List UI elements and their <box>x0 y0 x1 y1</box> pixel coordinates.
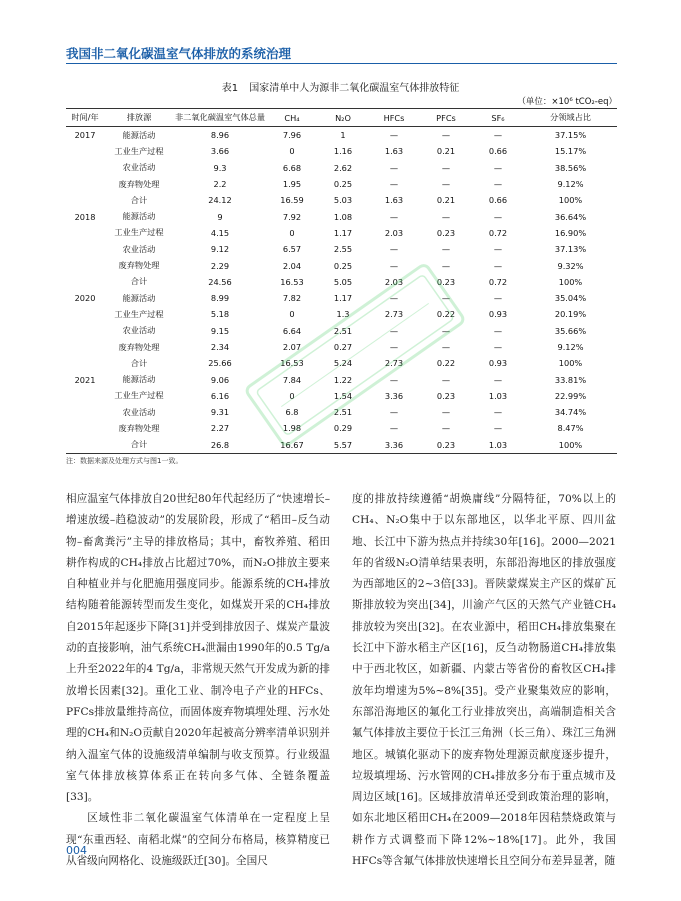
table-cell: 合计 <box>104 437 174 454</box>
table-cell: 100% <box>558 276 583 287</box>
table-cell: 8.99 <box>210 293 230 304</box>
table-caption <box>0 79 681 94</box>
table-cell: 16.67 <box>266 437 318 454</box>
table-cell: — <box>493 342 503 352</box>
table-cell <box>66 306 104 322</box>
table-cell: 37.15% <box>554 130 587 141</box>
table-cell <box>66 257 104 273</box>
table-cell: 0 <box>289 146 295 157</box>
table-cell: — <box>493 162 503 173</box>
table-cell: 1.17 <box>333 293 353 304</box>
table-cell: — <box>493 130 503 141</box>
table-cell: 9.3 <box>213 162 227 173</box>
table-cell: 0.66 <box>488 146 508 157</box>
column-header: N₂O <box>318 109 368 127</box>
table-cell: — <box>441 162 451 173</box>
table-cell: 9.31 <box>210 407 230 418</box>
table-cell <box>66 437 104 454</box>
table-cell: 0.25 <box>333 260 353 271</box>
table-note: 注：数据来源及处理方式与图1一致。 <box>66 457 183 465</box>
table-cell: 1.03 <box>472 437 524 454</box>
table-cell: — <box>441 342 451 352</box>
table-cell: — <box>389 260 399 271</box>
body-paragraph: 相应温室气体排放自20世纪80年代起经历了“快速增长–增速放缓–趋稳波动”的发展阶段，形成了“稻田–反刍动物–畜禽粪污”主导的排放格局；其中，畜牧养殖、稻田耕作构成的CH₄排放占比超过70%，而N₂O排放主要来自种植业并与化肥施用强度同步。能源系统的CH₄排放结构随着能源转型而发生变化，如煤炭开采的CH₄排放自2015年起逐步下降[31]并受到排放因子、煤炭产量波动的直接影响，油气系统CH₄泄漏由1990年的0.5 Tg/a上升至2022年的4 Tg/a，非常规天然气开发成为新的排放增长因素[32]。重化工业、制冷电子产业的HFCs、PFCs排放量维持高位，而固体废弃物填埋处理、污水处理的CH₄和N₂O贡献自2020年起被高分辨率清单识别并纳入温室气体的设施级清单编制与收支预算。行业级温室气体排放核算体系正在转向多气体、全链条覆盖[33]。 <box>66 493 330 804</box>
table-row <box>66 290 617 306</box>
table-cell: 合计 <box>130 194 148 205</box>
table-cell: — <box>389 179 399 190</box>
table-cell: 9.32% <box>557 260 584 271</box>
table-cell: — <box>493 179 503 190</box>
table-cell <box>66 420 104 436</box>
table-cell: 5.18 <box>210 309 230 320</box>
table-cell: 2.04 <box>282 260 302 271</box>
column-header: 排放源 <box>104 109 174 127</box>
table-row <box>66 241 617 257</box>
table-cell: 1.22 <box>333 374 353 385</box>
table-cell: 能源活动 <box>122 129 156 140</box>
table-cell <box>66 339 104 355</box>
table-cell: — <box>493 211 503 222</box>
table-cell: — <box>441 179 451 190</box>
body-paragraph: 度的排放持续遵循“胡焕庸线”分隔特征，70%以上的CH₄、N₂O集中于以东部地区，以华北平原、四川盆地、长江中下游为热点并持续30年[16]。2000—2021年的省级N₂O清单结果表明，东部沿海地区的排放强度为西部地区的2~3倍[33]。晋陕蒙煤炭主产区的煤矿瓦斯排放较为突出[34]，川渝产气区的天然气产业链CH₄排放较为突出[32]。在农业源中，稻田CH₄排放集聚在长江中下游水稻主产区[16]，反刍动物肠道CH₄排放集中于西北牧区，如新疆、内蒙古等省份的畜牧区CH₄排放年均增速为5%~8%[35]。受产业聚集效应的影响，东部沿海地区的氟化工行业排放突出，高端制造相关含氟气体排放主要位于长江三角洲（长三角）、珠江三角洲地区。城镇化驱动下的废弃物处理源贡献度逐步提升，垃圾填埋场、污水管网的CH₄排放多分布于重点城市及周边区域[16]。区域排放清单还受到政策治理的影响，如东北地区稻田CH₄在2009—2018年因秸禁烧政策与耕作方式调整而下降12%~18%[17]。此外，我国HFCs等含氟气体排放快速增长且空间分布差异显著，随 <box>352 493 616 868</box>
header-rule <box>66 63 617 64</box>
table-cell: — <box>441 260 451 271</box>
column-header: SF₆ <box>472 109 524 127</box>
table-cell: 8.96 <box>210 130 230 141</box>
table-cell: 1.3 <box>336 309 350 320</box>
table-cell: 工业生产过程 <box>114 227 164 238</box>
table-cell: 3.36 <box>368 437 420 454</box>
table-cell: 35.04% <box>554 293 587 304</box>
table-cell: — <box>389 407 399 418</box>
table-cell: 20.19% <box>554 309 587 320</box>
table-row <box>66 323 617 339</box>
table-cell: 1.63 <box>384 195 404 206</box>
table-cell: 5.05 <box>333 276 353 287</box>
table-cell: — <box>441 374 451 385</box>
table-cell: 16.53 <box>280 276 304 287</box>
table-cell: 24.56 <box>208 276 232 287</box>
table-row <box>66 192 617 208</box>
table-cell: 0.25 <box>333 179 353 190</box>
table-row <box>66 143 617 159</box>
table-cell: 2.55 <box>333 244 353 255</box>
table-cell: — <box>389 130 399 141</box>
table-cell <box>66 323 104 339</box>
table-cell: 6.16 <box>210 390 230 401</box>
table-cell: 2.73 <box>384 309 404 320</box>
table-cell: 合计 <box>130 276 148 287</box>
table-cell: — <box>441 325 451 336</box>
table-cell: 0.93 <box>488 358 508 369</box>
table-cell: 废弃物处理 <box>118 422 160 433</box>
table-cell: 3.36 <box>384 390 404 401</box>
table-cell: 1.17 <box>333 227 353 238</box>
table-cell: 0.93 <box>488 309 508 320</box>
table-cell: 6.64 <box>282 325 302 336</box>
table-cell: 2021 <box>74 374 96 385</box>
table-cell <box>66 143 104 159</box>
body-paragraph: 区域性非二氧化碳温室气体清单在一定程度上呈现“东重西轻、南稻北煤”的空间分布格局，核算精度已从省级向网格化、设施级跃迁[30]。全国尺 <box>66 812 330 868</box>
table-row <box>66 371 617 387</box>
table-cell: 1.63 <box>384 146 404 157</box>
table-cell: — <box>493 244 503 255</box>
table-cell: 2020 <box>74 293 96 304</box>
table-cell: — <box>389 211 399 222</box>
table-row <box>66 274 617 290</box>
table-caption-label: 表1 <box>221 83 239 94</box>
table-cell: — <box>389 293 399 304</box>
table-cell: — <box>441 407 451 418</box>
table-cell: 8.47% <box>557 423 584 434</box>
column-header: 时间/年 <box>66 109 104 127</box>
table-cell: — <box>441 211 451 222</box>
table-cell: 工业生产过程 <box>114 390 164 401</box>
table-cell: — <box>493 293 503 304</box>
table-cell: 0 <box>289 309 295 320</box>
table-cell: 0.22 <box>436 309 456 320</box>
table-cell <box>66 192 104 208</box>
table-cell: 2.51 <box>333 325 353 336</box>
page-number: 004 <box>66 844 87 857</box>
table-cell: — <box>493 260 503 271</box>
table-body <box>66 127 617 454</box>
table-cell: 33.81% <box>554 374 587 385</box>
table-cell: 农业活动 <box>122 162 156 173</box>
table-cell: 9 <box>217 211 223 222</box>
table-cell: 1.03 <box>488 390 508 401</box>
table-cell: 0 <box>289 227 295 238</box>
table-cell: — <box>441 293 451 304</box>
table-cell: 2018 <box>74 211 96 222</box>
table-cell: — <box>389 244 399 255</box>
table-row <box>66 306 617 322</box>
table-cell: 1.95 <box>282 179 302 190</box>
table-cell: 0.21 <box>436 146 456 157</box>
table-row <box>66 339 617 355</box>
table-cell: 16.53 <box>280 358 304 369</box>
table-cell: 合计 <box>130 357 148 368</box>
table-cell: 16.59 <box>280 195 304 206</box>
running-header-title: 我国非二氧化碳温室气体排放的系统治理 <box>66 46 292 61</box>
table-cell: 9.12 <box>210 244 230 255</box>
table-cell: 2.27 <box>210 423 230 434</box>
table-cell <box>66 274 104 290</box>
table-cell: 工业生产过程 <box>114 308 164 319</box>
table-cell: 5.03 <box>333 195 353 206</box>
table-cell: 15.17% <box>554 146 587 157</box>
table-cell: 0.23 <box>436 390 456 401</box>
table-cell: 3.66 <box>210 146 230 157</box>
body-column-left <box>66 489 330 872</box>
table-row <box>66 225 617 241</box>
table-caption-text: 国家清单中人为源非二氧化碳温室气体排放特征 <box>249 83 460 94</box>
table-cell <box>66 241 104 257</box>
table-cell: 24.12 <box>208 195 232 206</box>
table-unit: （单位：×10⁶ tCO₂-eq） <box>517 97 617 107</box>
table-cell: — <box>441 244 451 255</box>
table-cell: 0.23 <box>420 437 472 454</box>
table-cell: 100% <box>558 358 583 369</box>
table-cell: 废弃物处理 <box>118 341 160 352</box>
table-cell: 35.66% <box>554 325 587 336</box>
table-cell: 2.62 <box>333 162 353 173</box>
table-cell: 0.72 <box>488 276 508 287</box>
table-cell: 能源活动 <box>122 211 156 222</box>
table-row <box>66 176 617 192</box>
table-cell: 1.54 <box>333 390 353 401</box>
table-row <box>66 127 617 144</box>
table-row <box>66 420 617 436</box>
table-cell: 2.73 <box>384 358 404 369</box>
table-cell: 2.03 <box>384 276 404 287</box>
column-header: HFCs <box>368 109 420 127</box>
table-cell: — <box>441 423 451 434</box>
table-cell: 0.23 <box>436 276 456 287</box>
table-row <box>66 355 617 371</box>
table-cell: 25.66 <box>208 358 232 369</box>
table-cell: — <box>389 325 399 336</box>
table-cell: 0.22 <box>436 358 456 369</box>
table-cell: — <box>389 342 399 352</box>
table-cell <box>66 225 104 241</box>
table-cell: 2.03 <box>384 227 404 238</box>
table-cell: 农业活动 <box>122 243 156 254</box>
table-cell: 0 <box>289 390 295 401</box>
table-cell: 0.23 <box>436 227 456 238</box>
table-cell: 废弃物处理 <box>118 260 160 271</box>
table-row <box>66 388 617 404</box>
table-cell: 6.57 <box>282 244 302 255</box>
table-cell: 5.57 <box>318 437 368 454</box>
table-cell: — <box>389 162 399 173</box>
table-cell: 1.98 <box>282 423 302 434</box>
table-cell: 2.2 <box>213 179 227 190</box>
table-cell: 废弃物处理 <box>118 178 160 189</box>
table-cell: 2.29 <box>210 260 230 271</box>
column-header: CH₄ <box>266 109 318 127</box>
table-cell: — <box>389 374 399 385</box>
table-cell: 34.74% <box>554 407 587 418</box>
table-cell: 6.8 <box>285 407 299 418</box>
table-row <box>66 404 617 420</box>
table-header-row <box>66 109 617 127</box>
table-cell: 36.64% <box>554 211 587 222</box>
table-cell: 0.29 <box>333 423 353 434</box>
table-cell <box>66 176 104 192</box>
column-header: PFCs <box>420 109 472 127</box>
table-cell: 37.13% <box>554 244 587 255</box>
table-row <box>66 160 617 176</box>
table-cell: — <box>493 374 503 385</box>
table-cell: 1 <box>340 130 346 141</box>
table-cell: 26.8 <box>174 437 266 454</box>
table-cell: 9.15 <box>210 325 230 336</box>
table-cell: 7.84 <box>282 374 302 385</box>
table-cell: — <box>389 423 399 434</box>
table-row <box>66 208 617 224</box>
table-cell: 100% <box>558 195 583 206</box>
column-header: 非二氧化碳温室气体总量 <box>174 109 266 127</box>
table-cell: 100% <box>524 437 617 454</box>
table-cell: 农业活动 <box>122 406 156 417</box>
table-cell <box>66 404 104 420</box>
table-cell: — <box>493 325 503 336</box>
table-cell: 7.92 <box>282 211 302 222</box>
table-cell: — <box>441 130 451 141</box>
table-cell: 22.99% <box>554 390 587 401</box>
table-cell: 2.07 <box>282 342 302 352</box>
body-column-right <box>352 489 616 872</box>
table-row <box>66 257 617 273</box>
table-cell: 7.96 <box>282 130 302 141</box>
table-cell: 0.27 <box>333 342 353 352</box>
table-cell: 6.68 <box>282 162 302 173</box>
table-cell: 1.08 <box>333 211 353 222</box>
table-cell <box>66 355 104 371</box>
table-cell: 2.34 <box>210 342 230 352</box>
table-cell: — <box>493 423 503 434</box>
table-cell: 农业活动 <box>122 325 156 336</box>
table-row <box>66 437 617 454</box>
table-cell: 0.66 <box>488 195 508 206</box>
table-cell: 1.16 <box>333 146 353 157</box>
table-cell: 2.51 <box>333 407 353 418</box>
table-cell: 9.06 <box>210 374 230 385</box>
table-cell: 能源活动 <box>122 374 156 385</box>
table-cell: 0.21 <box>436 195 456 206</box>
table-cell: 16.90% <box>554 227 587 238</box>
table-cell: 38.56% <box>554 162 587 173</box>
table-cell: 4.15 <box>210 227 230 238</box>
table-cell: 工业生产过程 <box>114 145 164 156</box>
table-cell: 0.72 <box>488 227 508 238</box>
table-cell: — <box>493 407 503 418</box>
emissions-table <box>66 108 617 454</box>
column-header: 分领域占比 <box>524 109 617 127</box>
table-cell <box>66 160 104 176</box>
table-cell: 2017 <box>74 130 96 141</box>
table-cell: 7.82 <box>282 293 302 304</box>
table-cell: 5.24 <box>333 358 353 369</box>
table-cell <box>66 388 104 404</box>
table-cell: 9.12% <box>557 342 584 352</box>
table-cell: 9.12% <box>557 179 584 190</box>
table-cell: 能源活动 <box>122 292 156 303</box>
